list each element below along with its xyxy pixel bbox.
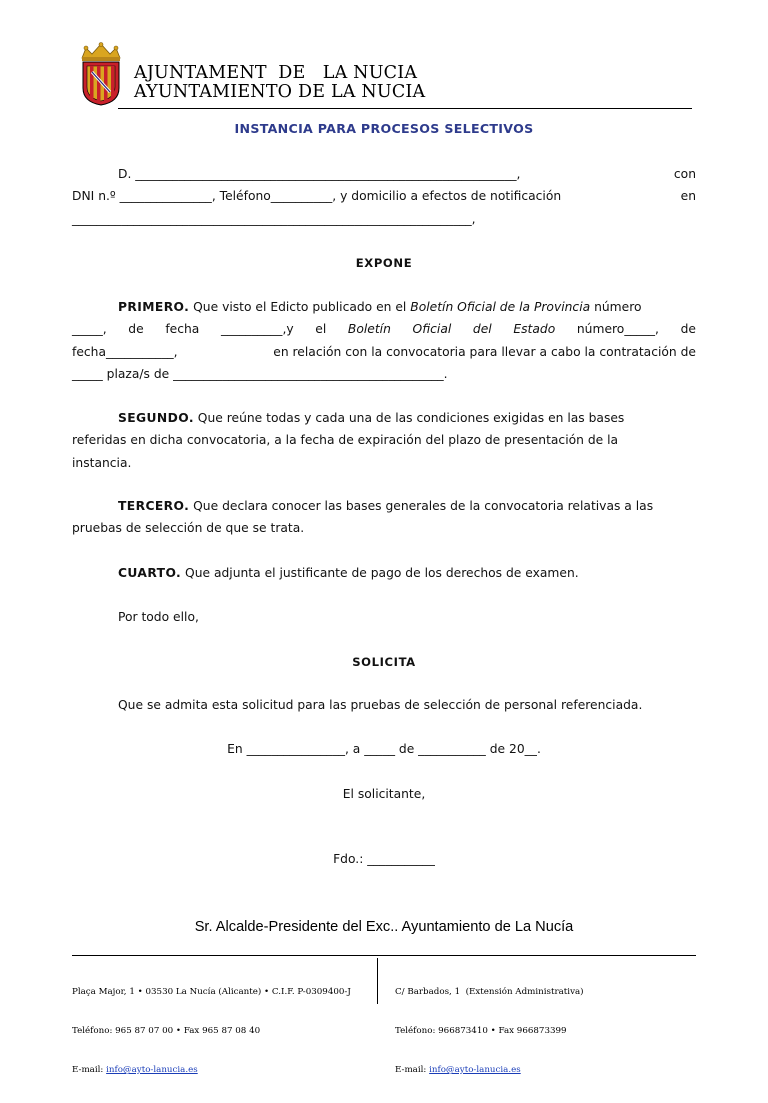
coat-of-arms-icon: [78, 42, 124, 106]
primero-text: Que visto el Edicto publicado en el: [189, 300, 411, 314]
footer-phone: Teléfono: 966873410 • Fax 966873399: [395, 1026, 567, 1036]
footer-admin-extension: [395, 960, 584, 1103]
primero-text: fecha: [165, 322, 200, 337]
footer-address: Plaça Major, 1 • 03530 La Nucía (Alicante) • C.I.F. P-0309400-J: [72, 987, 351, 997]
cuarto-label: CUARTO.: [118, 566, 182, 580]
por-todo-text: Por todo ello,: [118, 610, 199, 624]
primero-text: el: [315, 322, 327, 337]
boletin-estado-text: Estado: [513, 322, 556, 337]
boletin-estado-text: del: [472, 322, 492, 337]
primero-paragraph: [72, 296, 696, 385]
primero-text: número_____,: [576, 322, 659, 337]
solicita-heading: SOLICITA: [352, 655, 416, 669]
tercero-text: Que declara conocer las bases generales de la convocatoria relativas a las: [189, 499, 654, 513]
municipality-name-spanish: AYUNTAMIENTO DE LA NUCIA: [134, 82, 426, 102]
boletin-estado-text: Oficial: [412, 322, 452, 337]
footer-main-office: [72, 960, 351, 1103]
applicant-name-blank: D. ______________________________________________________________,: [118, 167, 521, 181]
signature-line: Fdo.: ___________: [333, 852, 435, 866]
email-link[interactable]: info@ayto-lanucia.es: [106, 1065, 198, 1075]
solicita-paragraph: [72, 694, 696, 716]
footer-email-label: E-mail:: [72, 1065, 107, 1075]
addressee: Sr. Alcalde-Presidente del Exc.. Ayuntamiento de La Nucía: [194, 919, 574, 935]
primero-text: de: [680, 322, 696, 337]
primero-text: __________,y: [220, 322, 294, 337]
primero-text: número: [590, 300, 642, 314]
cuarto-paragraph: [72, 562, 696, 584]
dni-phone-address-text: DNI n.º _______________, Teléfono__________, y domicilio a efectos de notificación: [72, 189, 562, 204]
footer-address: C/ Barbados, 1 (Extensión Administrativa): [395, 987, 584, 997]
footer-email-label: E-mail:: [395, 1065, 430, 1075]
document-title: INSTANCIA PARA PROCESOS SELECTIVOS: [234, 121, 534, 136]
segundo-text: referidas en dicha convocatoria, a la fecha de expiración del plazo de presentación de la: [72, 433, 619, 448]
primero-text: _____,: [72, 322, 107, 337]
footer-rule: [72, 955, 696, 956]
tercero-label: TERCERO.: [118, 499, 190, 513]
expone-heading: EXPONE: [355, 256, 413, 270]
email-link[interactable]: info@ayto-lanucia.es: [429, 1065, 521, 1075]
primero-text: _____ plaza/s de ____________________________________________.: [72, 366, 448, 381]
intro-text: en: [680, 189, 696, 204]
primero-text: fecha___________,: [72, 344, 178, 359]
segundo-paragraph: [72, 407, 696, 474]
primero-text: en relación con la convocatoria para llevar a cabo la contratación de: [273, 344, 696, 359]
segundo-text: Que reúne todas y cada una de las condiciones exigidas en las bases: [193, 411, 625, 425]
segundo-text: instancia.: [72, 455, 132, 470]
boletin-provincia-text: Boletín Oficial de la Provincia: [410, 300, 591, 314]
letterhead: [72, 40, 692, 110]
footer-phone: Teléfono: 965 87 07 00 • Fax 965 87 08 40: [72, 1026, 261, 1036]
el-solicitante: El solicitante,: [342, 787, 426, 801]
segundo-label: SEGUNDO.: [118, 411, 194, 425]
boletin-estado-text: Boletín: [347, 322, 391, 337]
date-place-line: En ________________, a _____ de ___________ de 20__.: [227, 742, 541, 756]
cuarto-text: Que adjunta el justificante de pago de los derechos de examen.: [181, 566, 579, 580]
tercero-paragraph: [72, 495, 696, 540]
solicita-text: Que se admita esta solicitud para las pruebas de selección de personal referenciada.: [118, 698, 643, 712]
primero-text: de: [128, 322, 144, 337]
municipality-name-valencian: AJUNTAMENT DE LA NUCIA: [134, 63, 418, 83]
por-todo-paragraph: [72, 606, 696, 628]
municipality-name: [134, 64, 425, 102]
header-rule: [118, 108, 692, 109]
primero-label: PRIMERO.: [118, 300, 190, 314]
footer-divider: [377, 958, 378, 1004]
address-blank: _________________________________________________________________,: [72, 211, 476, 226]
intro-text: con: [673, 167, 696, 181]
tercero-text: pruebas de selección de que se trata.: [72, 521, 305, 536]
applicant-details-paragraph: [72, 163, 696, 230]
